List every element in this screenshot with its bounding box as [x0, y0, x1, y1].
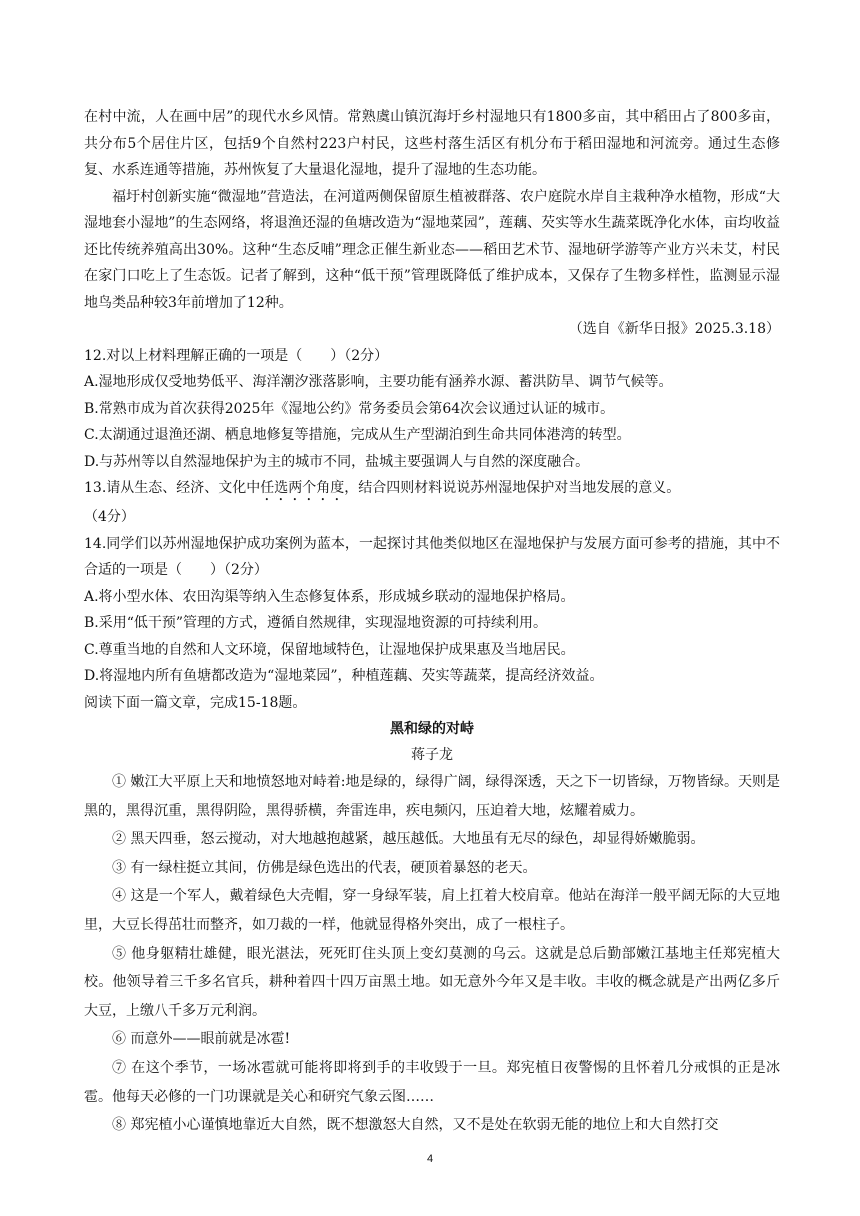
- question-stem-before: 13.请从生态、经济、文化中: [84, 480, 261, 496]
- material-source: （选自《新华日报》2025.3.18）: [568, 321, 780, 337]
- article-paragraph: ⑥ 而意外——眼前就是冰雹!: [112, 1031, 291, 1048]
- option-b: B.常熟市成为首次获得2025年《湿地公约》常务委员会第64次会议通过认证的城市。: [84, 400, 615, 417]
- question-14: [84, 531, 780, 690]
- article-paragraph: ③ 有一绿柱挺立其间，仿佛是绿色选出的代表，硬顶着暴怒的老天。: [112, 859, 537, 876]
- question-stem-after: ，结合四则材料说说苏州湿地保护对当地发展的意义。: [344, 480, 681, 496]
- article-paragraph: ① 嫩江大平原上天和地愤怒地对峙着:地是绿的，绿得广阔，绿得深透，天之下一切皆绿，万物皆绿。天则是黑的，黑得沉重，黑得阴险，黑得骄横，奔雷连串，疾电频闪，压迫着大地，炫耀着威力。: [84, 774, 780, 819]
- article-paragraph: ② 黑天四垂，怒云搅动，对大地越抱越紧，越压越低。大地虽有无尽的绿色，却显得娇嫩脆弱。: [112, 831, 705, 848]
- material-paragraph: 福圩村创新实施“微湿地”营造法，在河道两侧保留原生植被群落、农户庭院水岸自主栽种净水植物，形成“大湿地套小湿地”的生态网络，将退渔还湿的鱼塘改造为“湿地菜园”，莲藕、芡实等水生蔬菜既净化水体，亩均收益还比传统养殖高出30%。这种“生态反哺”理念正催生新业态——稻田艺术节、湿地研学游等产业方兴未艾，村民在家门口吃上了生态饭。记者了解到，这种“低干预”管理既降低了维护成本，又保存了生物多样性，监测显示湿地鸟类品种较3年前增加了12种。: [84, 188, 780, 311]
- page-number: 4: [426, 1153, 434, 1165]
- question-stem: [84, 475, 780, 504]
- article-paragraph: ④ 这是一个军人，戴着绿色大壳帽，穿一身绿军装，肩上扛着大校肩章。他站在海洋一般平阔无际的大豆地里，大豆长得茁壮而整齐，如刀裁的一样，他就显得格外突出，成了一根柱子。: [84, 888, 780, 933]
- question-13: [84, 475, 780, 531]
- reading-instruction: 阅读下面一篇文章，完成15-18题。: [84, 694, 307, 711]
- article-title: 黑和绿的对峙: [390, 721, 474, 737]
- option-d: D.将湿地内所有鱼塘都改造为“湿地菜园”，种植莲藕、芡实等蔬菜，提高经济效益。: [84, 668, 604, 684]
- emphasized-text: 任选两个角度: [260, 480, 345, 496]
- material-paragraph: 在村中流，人在画中居”的现代水乡风情。常熟虞山镇沉海圩乡村湿地只有1800多亩，其中稻田占了800多亩，共分布5个居住片区，包括9个自然村223户村民，这些村落生活区有机分布于稻田湿地和河流旁。通过生态修复、水系连通等措施，苏州恢复了大量退化湿地，提升了湿地的生态功能。: [84, 109, 780, 178]
- option-a: A.将小型水体、农田沟渠等纳入生态修复体系，形成城乡联动的湿地保护格局。: [84, 588, 575, 605]
- question-stem: 14.同学们以苏州湿地保护成功案例为蓝本，一起探讨其他类似地区在湿地保护与发展方面可参考的措施，其中不合适的一项是（ ）（2分）: [84, 535, 780, 578]
- option-a: A.湿地形成仅受地势低平、海洋潮汐涨落影响，主要功能有涵养水源、蓄洪防旱、调节气候等。: [84, 374, 673, 390]
- option-c: C.尊重当地的自然和人文环境，保留地域特色，让湿地保护成果惠及当地居民。: [84, 641, 575, 658]
- article-author: 蒋子龙: [411, 747, 453, 763]
- question-score: （4分）: [84, 509, 135, 525]
- page-content: [84, 104, 780, 1140]
- question-12: [84, 343, 780, 476]
- article-paragraph: ⑦ 在这个季节，一场冰雹就可能将即将到手的丰收毁于一旦。郑宪植日夜警惕的且怀着几分戒惧的正是冰雹。他每天必修的一门功课就是关心和研究气象云图……: [84, 1059, 780, 1105]
- option-c: C.太湖通过退渔还湖、栖息地修复等措施，完成从生产型湖泊到生命共同体港湾的转型。: [84, 427, 631, 443]
- option-d: D.与苏州等以自然湿地保护为主的城市不同，盐城主要强调人与自然的深度融合。: [84, 453, 590, 470]
- question-stem: 12.对以上材料理解正确的一项是（ ）（2分）: [84, 347, 389, 364]
- article: [84, 716, 780, 1140]
- option-b: B.采用“低干预”管理的方式，遵循自然规律，实现湿地资源的可持续利用。: [84, 615, 548, 631]
- article-paragraph: ⑧ 郑宪植小心谨慎地靠近大自然，既不想激怒大自然，又不是处在软弱无能的地位上和大自然打交: [112, 1117, 719, 1134]
- article-paragraph: ⑤ 他身躯精壮雄健，眼光湛法，死死盯住头顶上变幻莫测的乌云。这就是总后勤部嫩江基地主任郑宪植大校。他领导着三千多名官兵，耕种着四十四万亩黑土地。如无意外今年又是丰收。丰收的概念就是产出两亿多斤大豆，上缴八千多万元利润。: [84, 945, 780, 1019]
